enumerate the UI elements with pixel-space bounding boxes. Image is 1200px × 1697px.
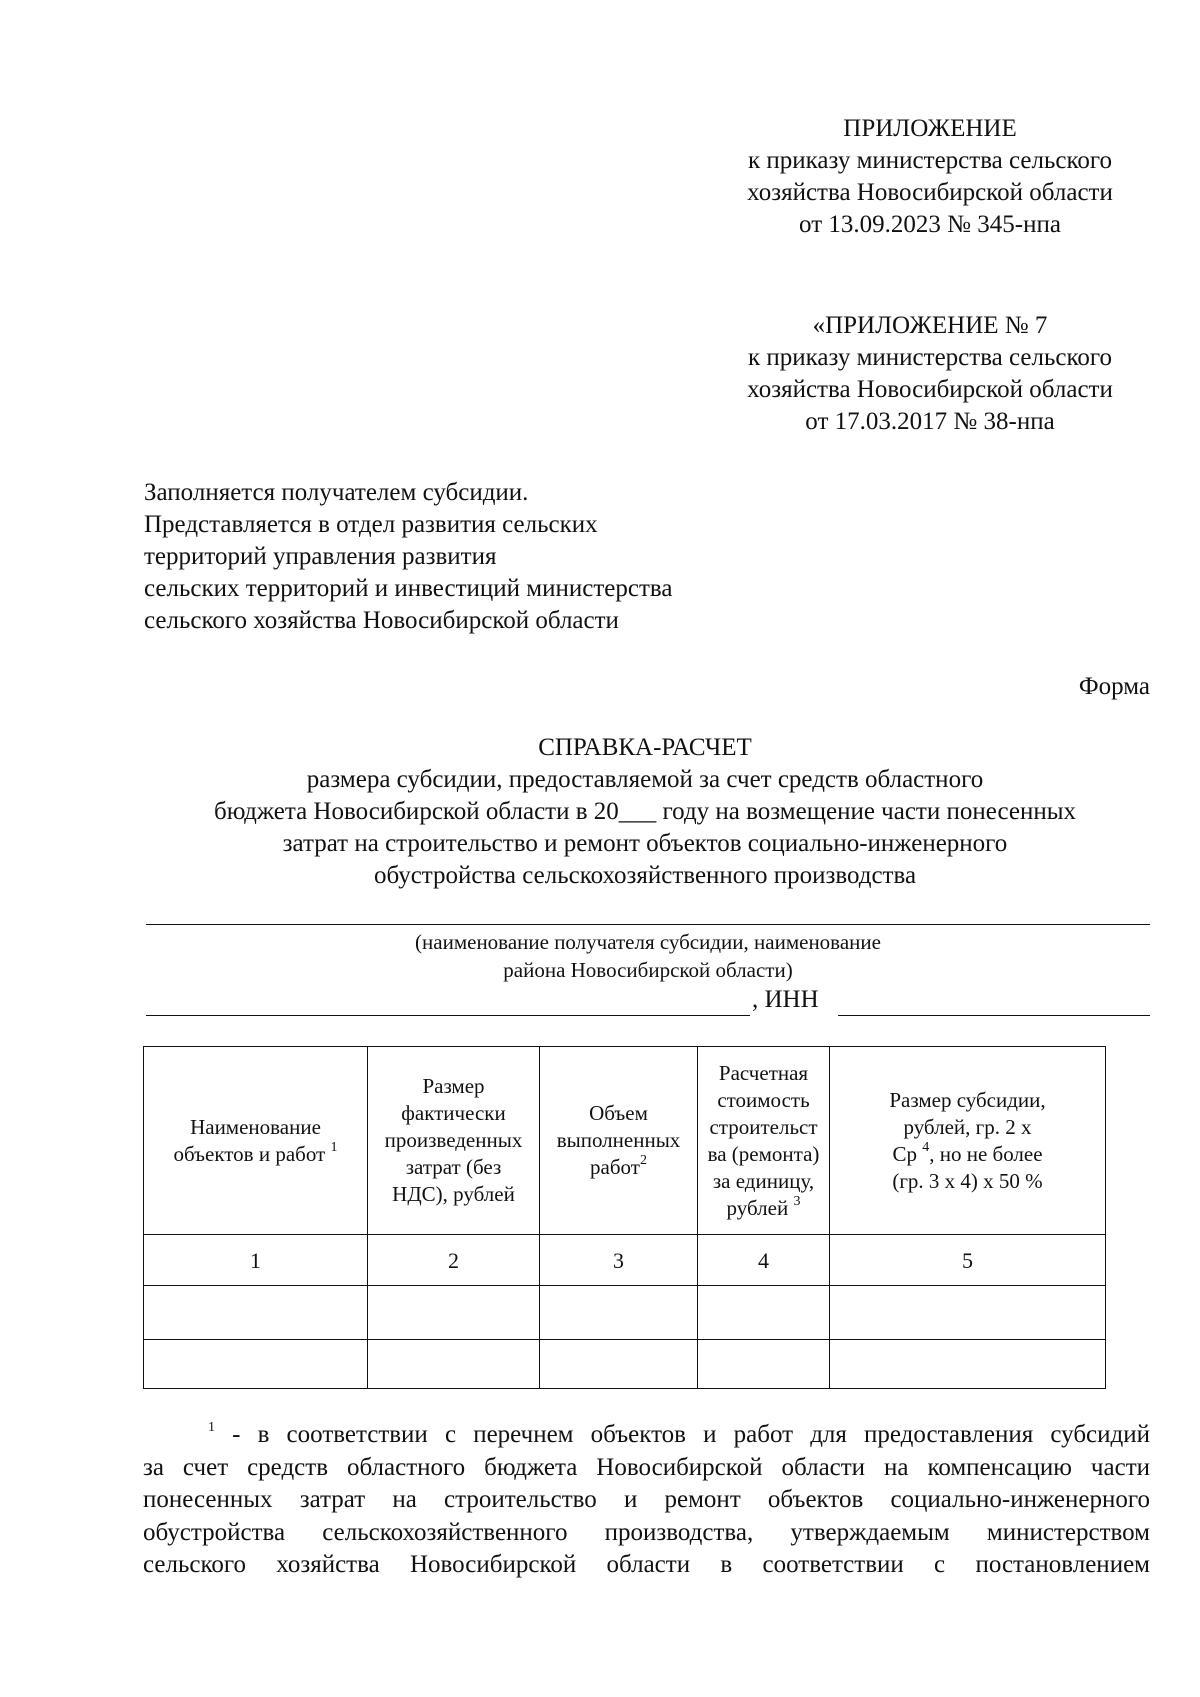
appendix-line: к приказу министерства сельского [747,344,1112,371]
table-cell-empty[interactable] [698,1340,830,1389]
title-line: затрат на строительство и ремонт объектов социально-инженерного [282,830,1008,857]
recipient-name-blank[interactable] [146,1015,750,1016]
appendix-order-date: от 13.09.2023 № 345-нпа [799,211,1061,238]
title-line: размера субсидии, предоставляемой за счет средств областного [306,766,984,793]
footnote-ref: 3 [793,1193,801,1209]
instruction-line: сельских территорий и инвестиций министерства [144,575,673,602]
footnote-line: $^1$ - в соответствии с перечнем объектов и работ для предоставления субсидий [208,1419,1150,1448]
hint-line: (наименование получателя субсидии, наименование [415,930,881,954]
table-cell-empty[interactable] [830,1340,1106,1389]
appendix-line: к приказу министерства сельского [747,147,1112,174]
appendix-header-original [705,310,1155,438]
instruction-line: территорий управления развития [144,543,497,570]
document-heading: СПРАВКА-РАСЧЕТ [538,734,752,761]
instruction-line: сельского хозяйства Новосибирской области [144,607,619,634]
appendix-header-current [705,113,1155,241]
recipient-hint [146,928,1150,984]
column-header-actual-costs: Размер фактически произведенных затрат (без НДС), рублей [368,1047,540,1235]
column-number: 5 [830,1235,1106,1286]
form-label: Форма [1078,673,1150,700]
column-number: 4 [698,1235,830,1286]
recipient-name-line[interactable] [146,924,1150,925]
appendix-title: «ПРИЛОЖЕНИЕ № 7 [812,312,1048,339]
column-header-unit-cost: Расчетная стоимость строительст ва (ремонта) за единицу, рублей $^3$ [698,1047,830,1235]
table-row [144,1286,1106,1340]
column-number: 2 [368,1235,540,1286]
table-cell-empty[interactable] [830,1286,1106,1340]
table-cell-empty[interactable] [144,1340,368,1389]
footnote-line: обустройства сельскохозяйственного производства, утверждаемым министерством [143,1518,1150,1546]
title-line: обустройства сельскохозяйственного производства [373,862,917,889]
column-header-objects: Наименование объектов и работ $^1$ [144,1047,368,1235]
column-number-row [144,1235,1106,1286]
table-row [144,1340,1106,1389]
column-header-subsidy-amount: Размер субсидии, рублей, гр. 2 х Ср $^4$, но не более (гр. 3 х 4) х 50 % [830,1047,1106,1235]
footnote-ref: 1 [330,1139,338,1155]
column-number: 1 [144,1235,368,1286]
appendix-line: хозяйства Новосибирской области [747,376,1113,403]
document-title-block [140,732,1150,892]
footnote-line: за счет средств областного бюджета Новосибирской области на компенсацию части [143,1453,1150,1481]
table-cell-empty[interactable] [144,1286,368,1340]
table-cell-empty[interactable] [698,1286,830,1340]
title-line: бюджета Новосибирской области в 20___ году на возмещение части понесенных [213,798,1077,825]
table-cell-empty[interactable] [368,1286,540,1340]
footnote-line: понесенных затрат на строительство и ремонт объектов социально-инженерного [143,1486,1150,1513]
hint-line: района Новосибирской области) [503,958,793,982]
table-header-row [144,1047,1106,1235]
appendix-order-date: от 17.03.2017 № 38-нпа [805,408,1055,435]
inn-blank[interactable] [838,1015,1150,1016]
column-number: 3 [540,1235,698,1286]
footnote-ref: 2 [639,1153,647,1168]
appendix-line: хозяйства Новосибирской области [747,179,1113,206]
instruction-line: Заполняется получателем субсидии. [144,479,529,506]
table-cell-empty[interactable] [540,1340,698,1389]
instruction-line: Представляется в отдел развития сельских [144,511,598,538]
subsidy-calculation-table [143,1046,1106,1389]
footnote-1 [143,1419,1150,1582]
footnote-ref: 4 [922,1139,930,1155]
table-cell-empty[interactable] [540,1286,698,1340]
inn-row [146,982,1150,1016]
footnote-line: сельского хозяйства Новосибирской области в соответствии с постановлением [143,1551,1150,1578]
table-cell-empty[interactable] [368,1340,540,1389]
filler-instructions [144,477,672,637]
footnote-marker: 1 [208,1419,215,1435]
column-header-work-volume: Объем выполненных работ$^2$ [540,1047,698,1235]
appendix-title: ПРИЛОЖЕНИЕ [843,115,1017,142]
inn-label: , ИНН [752,986,819,1013]
